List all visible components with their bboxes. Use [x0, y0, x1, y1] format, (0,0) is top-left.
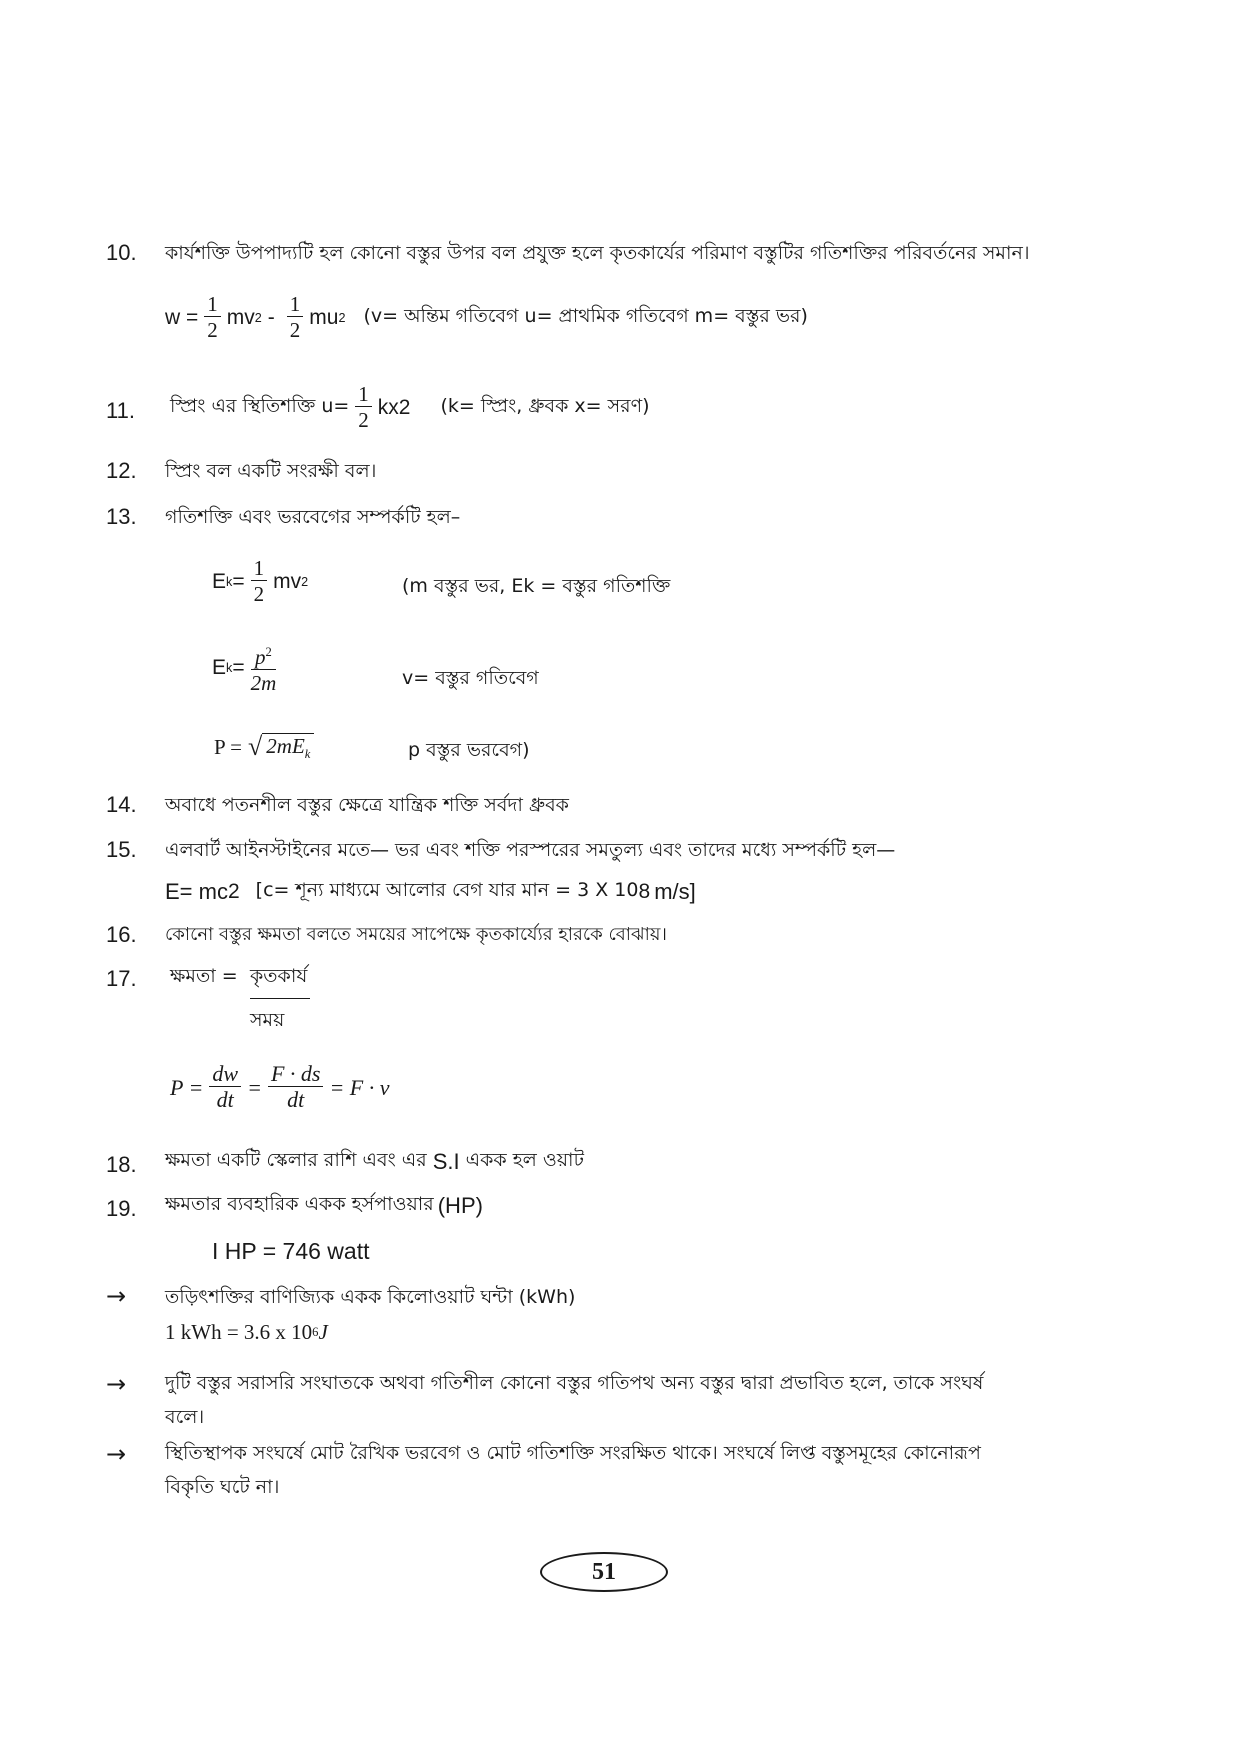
formula-work-energy	[165, 292, 808, 343]
exponent: 2	[301, 574, 309, 589]
denominator: 2	[358, 408, 369, 432]
item-text	[165, 1146, 584, 1178]
denominator: dt	[216, 1087, 234, 1112]
formula-momentum	[214, 732, 314, 762]
denominator: 2	[207, 318, 218, 342]
formula-part: P =	[214, 734, 242, 759]
square-root	[248, 732, 314, 762]
arrow-text: বলে।	[165, 1406, 205, 1428]
exponent: 2	[254, 310, 262, 325]
item-text: গতিশক্তি এবং ভরবেগের সম্পর্কটি হল–	[165, 506, 461, 528]
arrow-text: বিকৃতি ঘটে না।	[165, 1476, 280, 1498]
item-number: 16.	[106, 922, 137, 947]
formula-part: -	[267, 305, 275, 329]
formula-power	[170, 1062, 390, 1113]
text-part: (HP)	[437, 1193, 483, 1218]
item-number: 14.	[106, 792, 137, 817]
formula-ek-momentum	[212, 640, 282, 696]
text-part: একক হল ওয়াট	[465, 1149, 584, 1171]
fraction	[251, 640, 277, 696]
formula-part: =	[232, 656, 245, 679]
formula-kinetic-energy	[212, 556, 308, 607]
fraction-bar	[250, 998, 310, 999]
formula-part: =	[247, 1074, 262, 1100]
formula-part: ক্ষমতা =	[170, 965, 238, 987]
exponent: 2	[227, 880, 240, 903]
formula-part: E= mc	[165, 879, 228, 904]
exponent: 8	[638, 880, 651, 903]
numerator: 1	[251, 556, 268, 581]
item-text: কোনো বস্তুর ক্ষমতা বলতে সময়ের সাপেক্ষে কৃতকার্য্যের হারকে বোঝায়।	[165, 924, 667, 945]
page-number: 51	[540, 1552, 668, 1592]
formula-note: v= বস্তুর গতিবেগ	[402, 667, 539, 689]
fraction	[209, 1062, 241, 1113]
item-text: কার্যশক্তি উপপাদ্যটি হল কোনো বস্তুর উপর বল প্রযুক্ত হলে কৃতকার্যের পরিমাণ বস্তুটির গতিশক্তির পরিবর্তনের সমান।	[165, 242, 1030, 264]
formula-note: [c= শূন্য মাধ্যমে আলোর বেগ যার মান = 3 X 10	[255, 879, 639, 901]
text-part: ক্ষমতার ব্যবহারিক একক হর্সপাওয়ার	[165, 1193, 434, 1215]
arrow-text: স্থিতিস্থাপক সংঘর্ষে মোট রৈখিক ভরবেগ ও মোট গতিশক্তি সংরক্ষিত থাকে। সংঘর্ষে লিপ্ত বস্তুসমূহের কোনোরূপ	[165, 1442, 981, 1464]
item-number: 15.	[106, 837, 137, 862]
fraction	[355, 382, 372, 433]
formula-hp: I HP = 746 watt	[212, 1238, 370, 1264]
formula-part: 1 kWh = 3.6 x 10	[165, 1320, 313, 1344]
formula-mass-energy	[165, 876, 696, 908]
arrow-icon: →	[106, 1282, 127, 1310]
denominator: 2	[253, 582, 265, 606]
fraction	[251, 556, 268, 607]
formula-part: mu	[309, 305, 339, 329]
fraction	[287, 292, 304, 343]
arrow-icon: →	[106, 1370, 127, 1398]
item-text	[165, 1190, 483, 1222]
numerator: কৃতকার্য	[250, 965, 308, 987]
numerator: 1	[355, 382, 372, 407]
numerator: F · ds	[268, 1062, 324, 1087]
formula-note: (k= স্প্রিং, ধ্রুবক x= সরণ)	[440, 394, 650, 417]
formula-part: =	[232, 569, 245, 593]
formula-kwh	[165, 1320, 328, 1345]
formula-spring-energy	[170, 382, 650, 433]
item-number: 12.	[106, 458, 137, 483]
numerator: p	[255, 645, 266, 669]
subscript: k	[304, 747, 311, 761]
formula-part: J	[318, 1320, 328, 1344]
radical-sign-icon: √	[248, 732, 263, 761]
exponent: 6	[312, 1325, 319, 1339]
denominator: 2	[289, 318, 301, 342]
item-text: এলবার্ট আইনস্টাইনের মতে— ভর এবং শক্তি পরস্পরের সমতুল্য এবং তাদের মধ্যে সম্পর্কটি হল—	[165, 839, 896, 861]
numerator: 1	[287, 292, 304, 317]
formula-part: = F · v	[329, 1074, 390, 1100]
formula-note: (v= অন্তিম গতিবেগ u= প্রাথমিক গতিবেগ m= বস্তুর ভর)	[363, 304, 808, 327]
arrow-text: তড়িৎশক্তির বাণিজ্যিক একক কিলোওয়াট ঘন্টা (kWh)	[165, 1286, 576, 1308]
item-number: 19.	[106, 1196, 137, 1221]
formula-part: স্প্রিং এর স্থিতিশক্তি u=	[170, 394, 350, 417]
denominator: 2m	[250, 671, 277, 695]
formula-part: w =	[165, 305, 199, 329]
item-number: 13.	[106, 504, 137, 529]
formula-part: E	[212, 656, 227, 679]
arrow-icon: →	[106, 1440, 127, 1468]
exponent: 2	[398, 395, 411, 419]
fraction	[268, 1062, 324, 1113]
formula-note: p বস্তুর ভরবেগ)	[408, 739, 530, 761]
exponent: 2	[265, 645, 272, 659]
numerator: dw	[209, 1062, 241, 1087]
formula-part: m/s]	[654, 879, 696, 904]
subscript: k	[226, 661, 233, 675]
item-number: 17.	[106, 966, 137, 991]
item-number: 10.	[106, 240, 137, 265]
arrow-text: দুটি বস্তুর সরাসরি সংঘাতকে অথবা গতিশীল কোনো বস্তুর গতিপথ অন্য বস্তুর দ্বারা প্রভাবিত হলে, তাকে সংঘর্ষ	[165, 1372, 984, 1394]
formula-part: mv	[273, 569, 302, 593]
formula-part: E	[212, 569, 227, 593]
item-number: 11.	[106, 398, 135, 423]
subscript: k	[226, 574, 233, 589]
item-number: 18.	[106, 1152, 137, 1177]
formula-part: mv	[226, 305, 255, 329]
fraction	[204, 292, 221, 343]
item-text: স্প্রিং বল একটি সংরক্ষী বল।	[165, 460, 377, 482]
denominator: dt	[287, 1087, 305, 1112]
denominator: সময়	[250, 1009, 285, 1031]
formula-part: kx	[377, 395, 399, 419]
exponent: 2	[338, 310, 346, 325]
numerator: 1	[204, 292, 221, 317]
formula-note: (m বস্তুর ভর, Ek = বস্তুর গতিশক্তি	[402, 575, 671, 597]
text-part: S.I	[432, 1149, 460, 1174]
text-part: ক্ষমতা একটি স্কেলার রাশি এবং এর	[165, 1149, 427, 1171]
formula-part: P =	[170, 1074, 204, 1100]
radicand: 2mE	[266, 733, 305, 758]
item-text: অবাধে পতনশীল বস্তুর ক্ষেত্রে যান্ত্রিক শক্তি সর্বদা ধ্রুবক	[165, 794, 569, 816]
